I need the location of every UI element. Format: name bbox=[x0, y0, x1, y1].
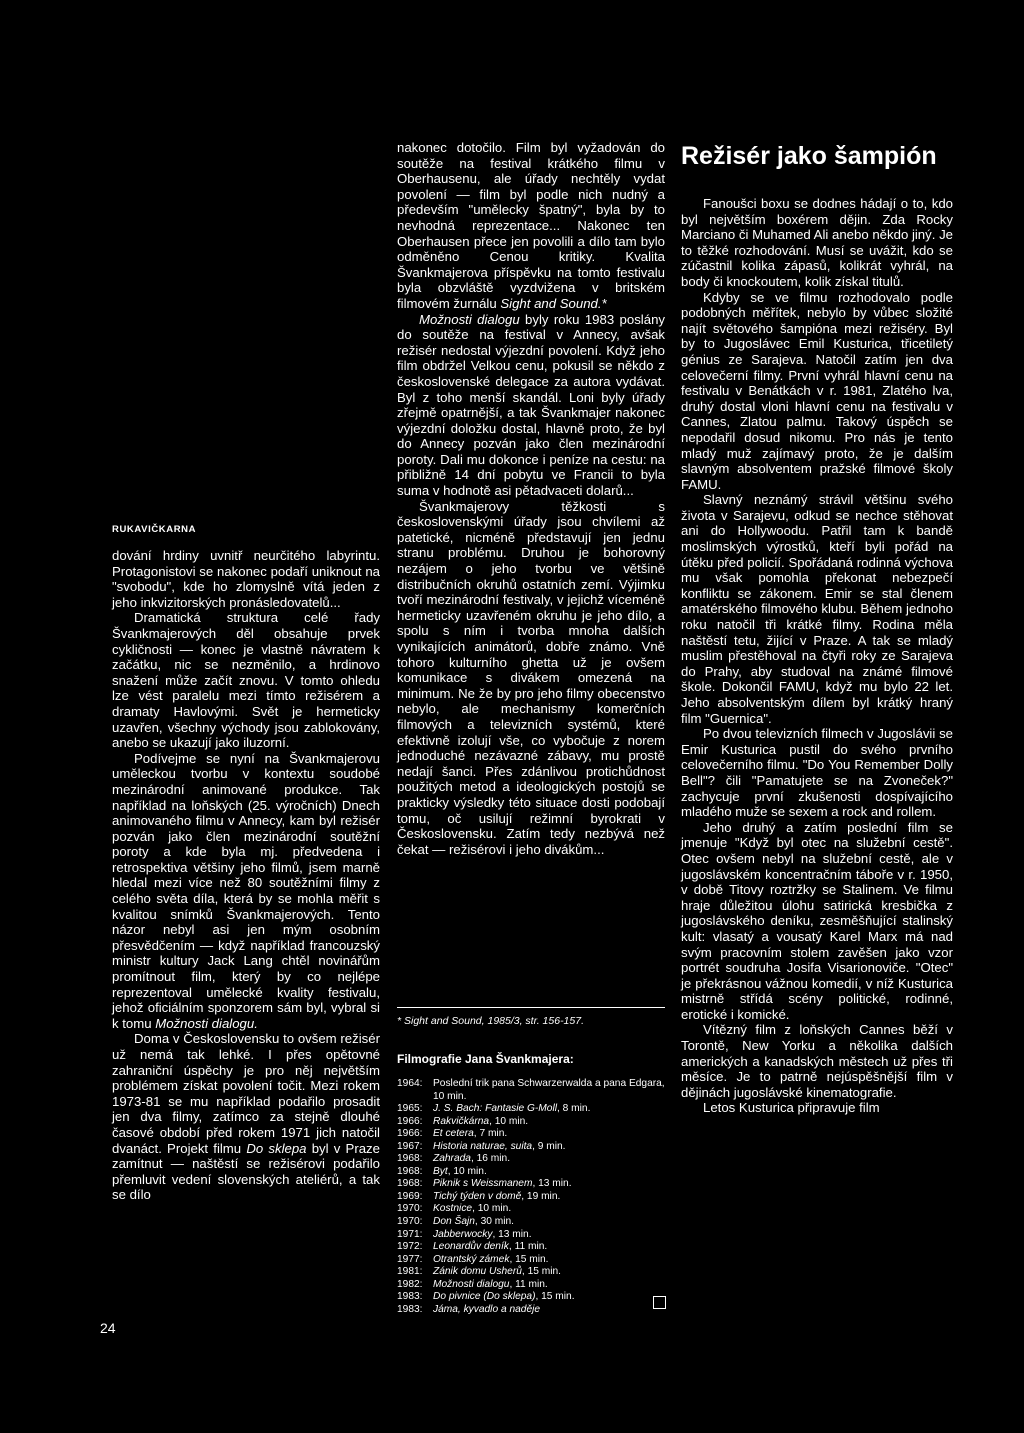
filmography-title-text bbox=[433, 1216, 665, 1229]
film-title-italic: Do sklepa bbox=[246, 1140, 307, 1156]
filmography-entry bbox=[397, 1229, 665, 1242]
filmography-year: 1964: bbox=[397, 1078, 423, 1089]
filmography-year: 1981: bbox=[397, 1266, 423, 1278]
filmography-entry bbox=[397, 1291, 665, 1304]
journal-title-italic: Sight and Sound.* bbox=[500, 295, 607, 311]
right-paragraph-5: Jeho druhý a zatím poslední film se jmenuje "Když byl otec na služební cestě". Otec ovšem nebyl na služební cestě, ale v jugoslávském koncentračním táboře v r. 1950, v době Titovy roztržky se Stalinem. Ve filmu hraje důležitou úlohu satirická kresbička z jugoslávského deníku, zesměšňující stalinský kult: vlasatý a vousatý Karel Marx má nad svým pracovním stolem zavěšen jako vzor portrét soudruha Josifa Visarionoviče. "Otec" je překrásnou vážnou komedií, v níž Kusturica mistrně střídá scény politické, rodinné, erotické i komické. bbox=[681, 819, 953, 1022]
filmography-year: 1967: bbox=[397, 1140, 423, 1152]
filmography-year: 1983: bbox=[397, 1303, 423, 1315]
filmography-duration: , 9 min. bbox=[532, 1140, 566, 1152]
filmography-duration: , 13 min. bbox=[492, 1228, 532, 1240]
filmography-title-text bbox=[433, 1116, 665, 1129]
filmography-film-title: Jabberwocky bbox=[433, 1228, 493, 1240]
filmography-year: 1970: bbox=[397, 1216, 423, 1228]
middle-paragraph-3: Švankmajerovy těžkosti s československými úřady jsou chvílemi až patetické, nicméně představují jen jednu stranu problému. Druhou je bohorovný nezájem o jeho tvorbu ve většině distribučních okruhů ostatních zemí. Výjimku tvoří mezinárodní festivaly, v jejichž víceméně hermeticky uzavřeném okruhu je jeho dílo, a spolu s ním i tvorba mnoha dalších vynikajících animátorů, dobře známo. Vně tohoro kulturního ghetta už je ovšem komunikace s divákem omezená na minimum. Ne že by pro jeho filmy obecenstvo nebylo, ale mechanismy komerčních filmových a televizních systémů, které efektivně izolují vše, co vybočuje z norem jednoduché nezávazné zábavy, mu prostě nedají šanci. Přes zdánlivou protichůdnost použitých metod a ideologických postojů se prakticky výsledky této situace dosti podobají tomu, oč usilují režimní byrokrati v Československu. Zatím tedy nezbývá než čekat — režisérovi i jeho divákům... bbox=[397, 498, 665, 857]
filmography-year: 1968: bbox=[397, 1153, 423, 1165]
filmography-title-text bbox=[433, 1304, 665, 1317]
filmography-duration: , 19 min. bbox=[521, 1190, 561, 1202]
middle-paragraph-1: nakonec dotočilo. Film byl vyžadován do soutěže na festival krátkého filmu v Oberhausenu, ale úřady nechtěly vydat povolení — film byl podle nich nudný a především "umělecky špatný", byla by to nevhodná reprezentace... Nakonec ten Oberhausen přece jen povolili a dílo tam bylo odměněno Cenou kritiky. Kvalita Švankmajerova příspěvku na tomto festivalu byla obzvláště vyzdvižena v britském filmovém žurnálu Sight and Sound.* bbox=[397, 140, 665, 311]
filmography-list bbox=[397, 1078, 665, 1316]
filmography-duration: , 16 min. bbox=[470, 1153, 511, 1165]
filmography-film-title: Do pivnice (Do sklepa) bbox=[433, 1291, 536, 1303]
filmography-duration: , 7 min. bbox=[473, 1128, 508, 1140]
right-paragraph-1: Fanoušci boxu se dodnes hádají o to, kdo byl největším boxérem dějin. Zda Rocky Marciano či Muhamed Ali anebo někdo jiný. Je to těžké rozhodování. Musí se uvážit, kdo se zúčastnil kolika zápasů, kolikrát vyhrál, na body či knockoutem, kolik získal titulů. bbox=[681, 196, 953, 289]
filmography-film-title: Možnosti dialogu bbox=[433, 1278, 510, 1290]
end-of-article-mark bbox=[653, 1296, 666, 1309]
left-paragraph-2: Dramatická struktura celé řady Švankmajerových děl obsahuje prvek cykličnosti — konec je vlastně návratem k začátku, nic se nezměnilo, a hrdinovo snažení může začít znovu. V tomto ohledu lze vést paralelu mezi tímto režisérem a dramaty Havlovými. Svět je hermeticky uzavřen, všechny východy jsou zablokovány, anebo se ukazují jako iluzorní. bbox=[112, 610, 380, 751]
filmography-entry bbox=[397, 1078, 665, 1103]
filmography-title-text bbox=[433, 1141, 665, 1154]
film-title-italic: Možnosti dialogu. bbox=[155, 1015, 258, 1031]
filmography-film-title: Leonardův deník bbox=[433, 1241, 509, 1253]
right-paragraph-3: Slavný neznámý strávil většinu svého života v Sarajevu, odkud se nechce stěhovat ani do Hollywoodu. Patřil tam k bandě moslimských výrostků, kteří byli pořád na útěku před policií. Spořádaná rodinná výchova mu však pomohla překonat nebezpečí konfliktu se zákonem. Emir se stal členem amatérského filmového klubu. Během jednoho roku natočil tři krátké filmy. Rodina měla naštěstí tetu, žijící v Praze. A tak se mladý muslim přestěhoval na čtyři roky ze Sarajeva do Prahy, aby studoval na známé filmové škole. Dokončil FAMU, když mu bylo 22 let. Jeho absolventským dílem byl krátký hraný film "Guernica". bbox=[681, 492, 953, 726]
filmography-title-text bbox=[433, 1291, 665, 1304]
filmography-title-text bbox=[433, 1078, 665, 1103]
filmography-year: 1965: bbox=[397, 1103, 423, 1115]
right-column bbox=[681, 196, 953, 1116]
filmography-film-title: Zahrada bbox=[433, 1153, 471, 1165]
filmography-film-title: Don Šajn bbox=[433, 1216, 475, 1228]
filmography-duration: , 10 min. bbox=[489, 1115, 529, 1127]
left-paragraph-1: dování hrdiny uvnitř neurčitého labyrintu. Protagonistovi se nakonec podaří uniknout na "svobodu", kde ho zlomyslně vítá jeden z jeho inkvizitorských pronásledovatelů... bbox=[112, 548, 380, 610]
filmography-film-title: Jáma, kyvadlo a naděje bbox=[433, 1303, 541, 1315]
filmography-duration: , 11 min. bbox=[509, 1278, 548, 1290]
filmography-year: 1969: bbox=[397, 1190, 423, 1202]
middle-paragraph-2: Možnosti dialogu byly roku 1983 poslány do soutěže na festival v Annecy, avšak režisér nedostal výjezdní povolení. Když jeho film obdržel Velkou cenu, pokusil se někdo z československé delegace za autora vydávat. Byl z toho menší skandál. Loni byly úřady zřejmě opatrnější, a tak Švankmajer nakonec výjezdní doložku dostal, hlavně proto, že byl do Annecy pozván jako člen mezinárodní poroty. Dali mu dokonce i peníze na cestu: na přibližně 14 dní pobytu ve Francii to byla suma v hodnotě asi pětadvaceti dolarů... bbox=[397, 311, 666, 499]
filmography-duration: , 15 min. bbox=[509, 1253, 549, 1265]
filmography-film-title: Poslední trik pana Schwarzerwalda a pana Edgara bbox=[433, 1078, 662, 1089]
filmography-title: Filmografie Jana Švankmajera: bbox=[397, 1052, 574, 1066]
filmography-year: 1971: bbox=[397, 1228, 423, 1240]
filmography-entry bbox=[397, 1241, 665, 1254]
right-paragraph-2: Kdyby se ve filmu rozhodovalo podle podobných měřítek, nebylo by vůbec složité najít světového šampióna mezi režiséry. Byl by to Jugoslávec Emil Kusturica, třicetiletý génius ze Sarajeva. Natočil zatím jen dva celovečerní filmy. První vyhrál hlavní cenu na festivalu v Benátkách v r. 1981, Zlatého lva, druhý dostal vloni hlavní cenu na festivalu v Cannes, Zlatou palmu. Takový úspěch se nepodařil dosud nikomu. Pro nás je tento mladý muž zajímavý proto, že je dalším slavným absolventem pražské filmové školy FAMU. bbox=[681, 289, 953, 492]
right-paragraph-4: Po dvou televizních filmech v Jugoslávii se Emir Kusturica pustil do svého prvního celovečerního filmu. "Do You Remember Dolly Bell"? čili "Pamatujete se na Zvoneček?" zachycuje první zkušenosti dospívajícího mladého muže se sexem a rock and rollem. bbox=[681, 726, 953, 820]
filmography-entry bbox=[397, 1191, 665, 1204]
filmography-duration: , 10 min. bbox=[447, 1165, 487, 1177]
filmography-title-text bbox=[433, 1266, 665, 1279]
filmography-duration: , 15 min. bbox=[535, 1291, 575, 1303]
filmography-duration: , 8 min. bbox=[557, 1103, 591, 1115]
filmography-year: 1977: bbox=[397, 1253, 423, 1265]
filmography-entry bbox=[397, 1203, 665, 1216]
footnote: * Sight and Sound, 1985/3, str. 156-157. bbox=[397, 1015, 584, 1027]
filmography-title-text bbox=[433, 1203, 665, 1216]
filmography-film-title: Kostnice bbox=[433, 1203, 473, 1215]
filmography-title-text bbox=[433, 1153, 665, 1166]
section-label: RUKAVIČKARNA bbox=[112, 524, 197, 535]
filmography-year: 1966: bbox=[397, 1128, 423, 1140]
filmography-film-title: Et cetera bbox=[433, 1128, 474, 1140]
filmography-year: 1983: bbox=[397, 1291, 423, 1303]
filmography-year: 1968: bbox=[397, 1165, 423, 1177]
filmography-title-text bbox=[433, 1128, 665, 1141]
filmography-entry bbox=[397, 1128, 665, 1141]
film-title-italic: Možnosti dialogu bbox=[419, 311, 520, 327]
page-number: 24 bbox=[100, 1320, 116, 1336]
filmography-entry bbox=[397, 1153, 665, 1166]
filmography-film-title: Piknik s Weissmanem bbox=[433, 1178, 533, 1190]
filmography-year: 1972: bbox=[397, 1241, 423, 1253]
filmography-entry bbox=[397, 1279, 665, 1292]
filmography-entry bbox=[397, 1141, 665, 1154]
left-column bbox=[112, 548, 380, 1203]
filmography-entry bbox=[397, 1116, 665, 1129]
filmography-duration: , 13 min. bbox=[532, 1178, 572, 1190]
filmography-title-text bbox=[433, 1191, 665, 1204]
right-paragraph-7: Letos Kusturica připravuje film bbox=[703, 1100, 880, 1116]
filmography-entry bbox=[397, 1178, 665, 1191]
filmography-entry bbox=[397, 1304, 665, 1317]
filmography-entry bbox=[397, 1166, 665, 1179]
filmography-title-text bbox=[433, 1166, 665, 1179]
filmography-film-title: J. S. Bach: Fantasie G-Moll bbox=[433, 1103, 557, 1115]
left-paragraph-3: Podívejme se nyní na Švankmajerovu uměleckou tvorbu v kontextu soudobé mezinárodní animované produkce. Tak například na loňských (25. výročních) Dnech animovaného filmu v Annecy, kam byl režisér pozván jako člen mezinárodní soutěžní poroty a kde byla mj. předvedena i retrospektiva většiny jeho filmů, jsem marně hledal mezi více než 80 soutěžními filmy z celého světa díla, která by se mohla měřit s kvalitou snímků Švankmajerových. Tento názor nebyl asi jen mým osobním přesvědčením — když například francouzský ministr kultury Jack Lang chtěl novinářům promítnout film, který by co nejlépe reprezentoval umělecké kvality festivalu, jehož oficiálním sponzorem sám byl, vybral si k tomu Možnosti dialogu. bbox=[112, 750, 380, 1031]
filmography-entry bbox=[397, 1103, 665, 1116]
left-paragraph-4: Doma v Československu to ovšem režisér už nemá tak lehké. I přes opětovné zahraniční úspěchy je pro něj největším problémem získat povolení točit. Mezi rokem 1973-81 se mu například podařilo prosadit jen dva filmy, zatímco za stejně dlouhé časové období před rokem 1971 jich natočil dvanáct. Projekt filmu Do sklepa byl v Praze zamítnut — naštěstí se režisérovi podařilo přemluvit vedení slovenských ateliérů, a tak se dílo bbox=[112, 1031, 380, 1203]
filmography-film-title: Historia naturae, suita bbox=[433, 1140, 533, 1152]
filmography-title-text bbox=[433, 1229, 665, 1242]
filmography-year: 1982: bbox=[397, 1278, 423, 1290]
footnote-rule bbox=[397, 1007, 665, 1008]
filmography-entry bbox=[397, 1266, 665, 1279]
filmography-film-title: Byt bbox=[433, 1165, 448, 1177]
filmography-title-text bbox=[433, 1279, 665, 1292]
filmography-year: 1968: bbox=[397, 1178, 423, 1190]
middle-column bbox=[397, 140, 665, 857]
filmography-duration: , 30 min. bbox=[474, 1216, 514, 1228]
filmography-title-text bbox=[433, 1103, 665, 1116]
filmography-duration: , 11 min. bbox=[508, 1241, 548, 1253]
filmography-entry bbox=[397, 1216, 665, 1229]
filmography-film-title: Rakvičkárna bbox=[433, 1115, 490, 1127]
filmography-duration: , 10 min. bbox=[472, 1203, 512, 1215]
filmography-film-title: Zánik domu Usherů bbox=[433, 1266, 522, 1278]
right-paragraph-6: Vítězný film z loňských Cannes běží v Torontě, New Yorku a několika dalších amerických a kanadských městech už přes tři měsíce. Je to patrně nejúspěšnější film v dějinách jugoslávské kinematografie. bbox=[681, 1022, 953, 1100]
filmography-duration: , 10 min. bbox=[433, 1078, 665, 1102]
filmography-film-title: Tichý týden v domě bbox=[433, 1190, 522, 1202]
filmography-title-text bbox=[433, 1241, 665, 1254]
filmography-film-title: Otrantský zámek bbox=[433, 1253, 510, 1265]
article-headline: Režisér jako šampión bbox=[681, 142, 937, 170]
filmography-duration: , 15 min. bbox=[521, 1266, 561, 1278]
filmography-title-text bbox=[433, 1254, 665, 1267]
filmography-year: 1966: bbox=[397, 1115, 423, 1127]
filmography-title-text bbox=[433, 1178, 665, 1191]
filmography-entry bbox=[397, 1254, 665, 1267]
filmography-year: 1970: bbox=[397, 1203, 423, 1215]
